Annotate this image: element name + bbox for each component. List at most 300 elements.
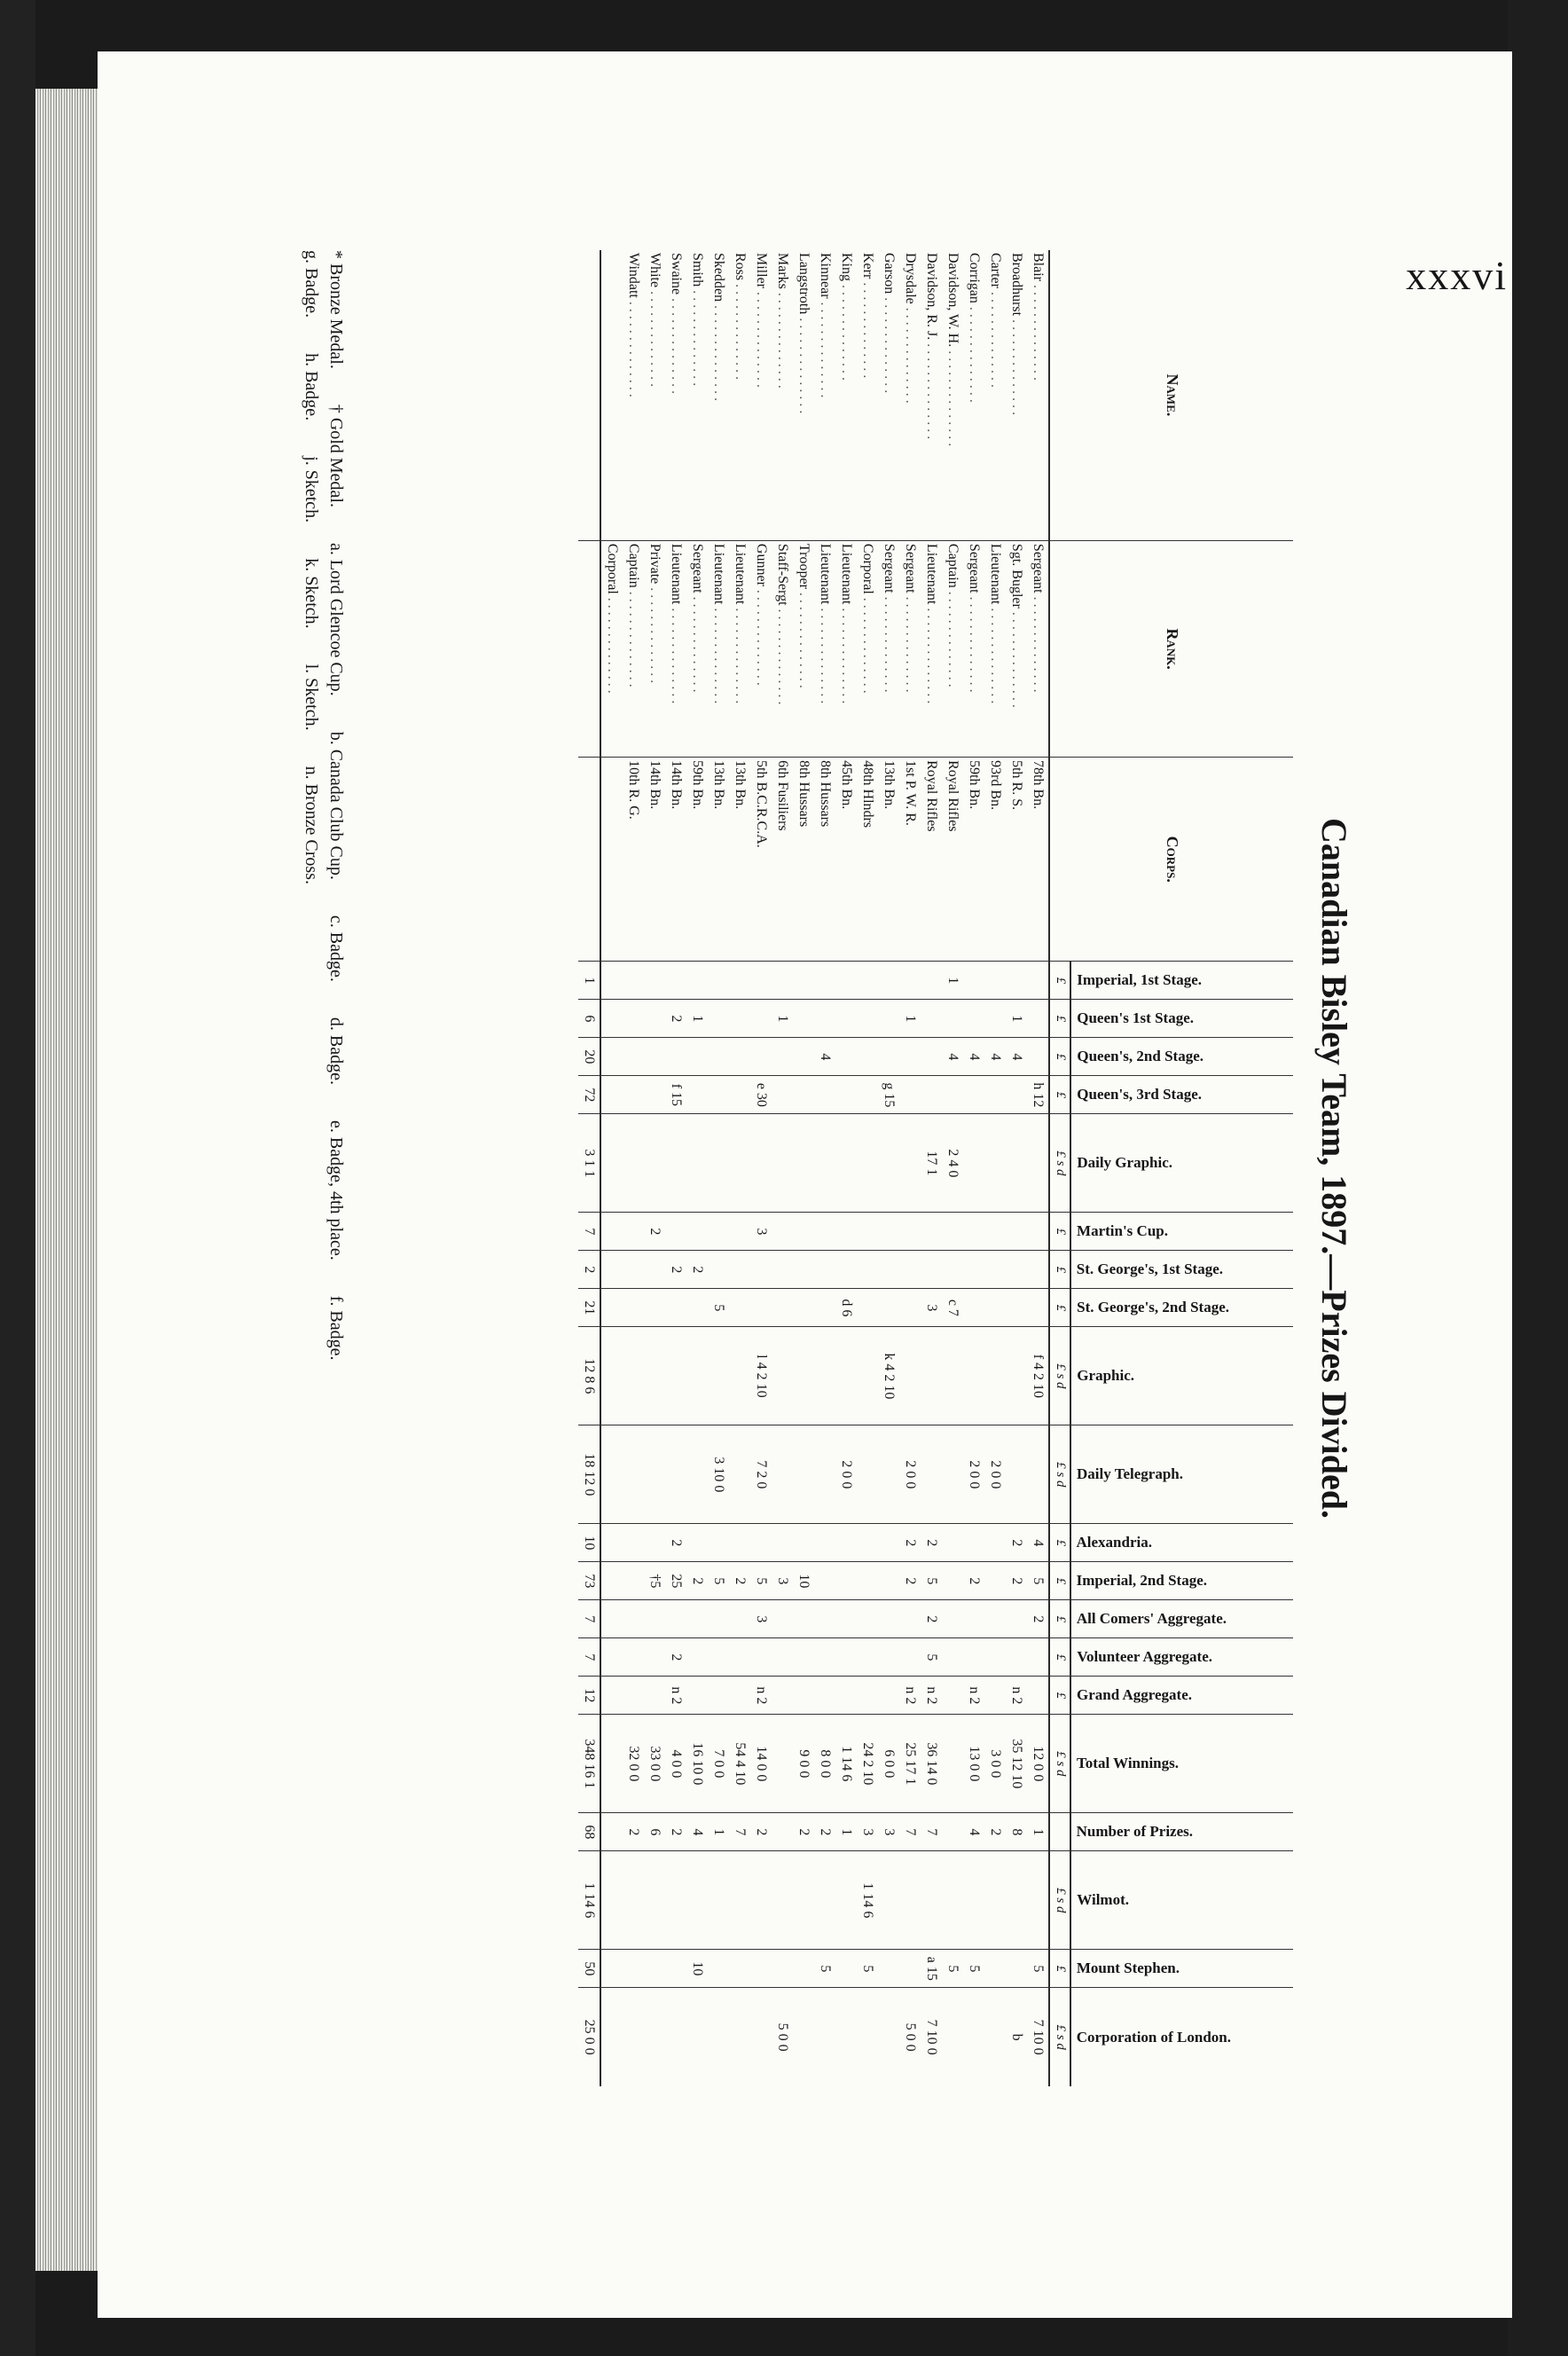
cell-value — [1006, 1251, 1027, 1289]
cell-value: 2 — [729, 1562, 750, 1600]
cell-name-text: Broadhurst . . . — [1009, 253, 1024, 415]
cell-rank-text: Sergeant . . . — [882, 544, 897, 693]
cell-value — [963, 1327, 984, 1425]
cell-value: 36 14 0 — [921, 1715, 942, 1813]
cell-value — [644, 1600, 665, 1638]
cell-value — [942, 1425, 963, 1524]
cell-rank-text: Trooper . . . — [796, 544, 811, 688]
cell-value — [857, 1677, 878, 1715]
column-unit: £ — [1049, 1524, 1070, 1562]
cell-value: 10 — [793, 1562, 814, 1600]
cell-value — [878, 1677, 899, 1715]
cell-value — [1006, 1114, 1027, 1213]
cell-rank-text: Sgt. Bugler . . . — [1009, 544, 1024, 708]
column-unit: £ — [1049, 1000, 1070, 1038]
cell-name — [857, 250, 878, 540]
cell-value — [793, 1251, 814, 1289]
header-corps: Corps. — [1049, 758, 1293, 962]
book-right-shadow — [1508, 0, 1568, 2356]
cell-value: 5 0 0 — [772, 1988, 793, 2086]
cell-value: 1 — [686, 1000, 708, 1038]
total-value: 12 — [578, 1677, 600, 1715]
cell-value: 13 0 0 — [963, 1715, 984, 1813]
cell-value — [984, 1213, 1006, 1251]
page-edges — [35, 89, 105, 2271]
cell-value — [644, 1251, 665, 1289]
column-unit: £ — [1049, 1600, 1070, 1638]
footnote: j. Sketch. — [302, 456, 321, 523]
cell-value — [793, 1988, 814, 2086]
total-value: 7 — [578, 1213, 600, 1251]
cell-rank-text: Lieutenant . . . — [839, 544, 854, 703]
cell-value: 3 — [878, 1813, 899, 1851]
cell-value — [984, 962, 1006, 1000]
column-unit: £ s d — [1049, 1425, 1070, 1524]
page-number: xxxvi — [1406, 253, 1508, 298]
cell-value: 3 — [857, 1813, 878, 1851]
cell-value: f 4 2 10 — [1027, 1327, 1049, 1425]
cell-value — [899, 1213, 921, 1251]
cell-name-text: Swaine . . . — [669, 253, 684, 394]
cell-value — [984, 1114, 1006, 1213]
cell-value: 1 — [1027, 1813, 1049, 1851]
table-row — [835, 250, 857, 2086]
cell-name-text: Kinnear . . . — [818, 253, 833, 398]
cell-rank-text: Private . . . — [647, 544, 662, 683]
footnote: a. Lord Glencoe Cup. — [326, 542, 346, 696]
cell-value: 2 — [665, 1524, 686, 1562]
cell-value — [665, 1425, 686, 1524]
cell-value — [623, 1638, 644, 1677]
cell-value — [921, 962, 942, 1000]
cell-rank-text: Corporal . . . — [605, 544, 620, 694]
cell-value — [793, 1851, 814, 1950]
cell-rank — [878, 540, 899, 757]
footnote: d. Badge. — [326, 1017, 346, 1085]
cell-value: 5 — [857, 1950, 878, 1988]
header-rank: Rank. — [1049, 540, 1293, 757]
totals-row — [578, 250, 600, 2086]
column-header — [1070, 1524, 1293, 1562]
cell-value — [686, 962, 708, 1000]
cell-name — [644, 250, 665, 540]
cell-value — [772, 1638, 793, 1677]
cell-value — [1027, 1638, 1049, 1677]
totals-blank — [578, 758, 600, 962]
cell-value: 2 — [899, 1562, 921, 1600]
cell-value: 2 — [686, 1562, 708, 1600]
cell-value — [1006, 1425, 1027, 1524]
table-row — [708, 250, 729, 2086]
cell-value — [708, 1038, 729, 1076]
total-value: 20 — [578, 1038, 600, 1076]
cell-value — [814, 1114, 835, 1213]
cell-value — [600, 1289, 623, 1327]
table-row — [963, 250, 984, 2086]
cell-value — [600, 1114, 623, 1213]
footnote: l. Sketch. — [302, 664, 321, 731]
cell-value: 1 14 6 — [835, 1715, 857, 1813]
cell-value — [984, 1327, 1006, 1425]
cell-value — [963, 1114, 984, 1213]
cell-name-text: Windatt . . . — [626, 253, 641, 397]
cell-corps: 10th R. G. — [623, 758, 644, 962]
cell-value — [835, 1114, 857, 1213]
cell-corps — [600, 758, 623, 962]
cell-value: 1 14 6 — [857, 1851, 878, 1950]
column-unit: £ s d — [1049, 1715, 1070, 1813]
cell-name — [963, 250, 984, 540]
cell-value — [1006, 1076, 1027, 1114]
cell-value — [984, 1638, 1006, 1677]
cell-value: 24 2 10 — [857, 1715, 878, 1813]
cell-rank — [984, 540, 1006, 757]
cell-value: 2 — [623, 1813, 644, 1851]
footnotes-line-1 — [325, 250, 346, 2086]
cell-value — [984, 1600, 1006, 1638]
cell-value: 6 — [644, 1813, 665, 1851]
cell-value: 7 — [921, 1813, 942, 1851]
cell-value: n 2 — [1006, 1677, 1027, 1715]
cell-rank-text: Lieutenant . . . — [988, 544, 1003, 703]
cell-value: n 2 — [665, 1677, 686, 1715]
cell-value: 2 — [665, 1638, 686, 1677]
cell-value — [857, 1638, 878, 1677]
cell-value — [665, 1950, 686, 1988]
cell-value: 2 4 0 — [942, 1114, 963, 1213]
cell-value — [899, 1289, 921, 1327]
cell-value: 12 0 0 — [1027, 1715, 1049, 1813]
cell-value — [665, 1988, 686, 2086]
cell-value — [708, 1600, 729, 1638]
cell-value — [857, 1524, 878, 1562]
cell-name — [1006, 250, 1027, 540]
cell-value — [942, 1677, 963, 1715]
cell-value — [878, 1950, 899, 1988]
column-header — [1070, 1562, 1293, 1600]
cell-value — [708, 1327, 729, 1425]
cell-value — [878, 1038, 899, 1076]
column-header — [1070, 1715, 1293, 1813]
prizes-table — [578, 250, 1293, 2086]
column-header-label: Queen's, 3rd Stage. — [1077, 1086, 1202, 1103]
cell-rank — [772, 540, 793, 757]
cell-value: 2 — [750, 1813, 772, 1851]
cell-value — [835, 1251, 857, 1289]
cell-value: 4 — [686, 1813, 708, 1851]
cell-value — [729, 1038, 750, 1076]
column-header — [1070, 1289, 1293, 1327]
cell-value — [600, 1562, 623, 1600]
cell-value — [878, 1000, 899, 1038]
cell-value: 2 0 0 — [984, 1425, 1006, 1524]
cell-value: 16 10 0 — [686, 1715, 708, 1813]
cell-name-text: Corrigan . . . — [967, 253, 982, 403]
cell-value: 7 0 0 — [708, 1715, 729, 1813]
cell-value — [984, 1988, 1006, 2086]
cell-corps: 48th Hlndrs — [857, 758, 878, 962]
cell-corps: Royal Rifles — [942, 758, 963, 962]
table-row — [942, 250, 963, 2086]
cell-value — [814, 1524, 835, 1562]
cell-value — [772, 1715, 793, 1813]
cell-value — [623, 1600, 644, 1638]
cell-value: 2 — [921, 1600, 942, 1638]
cell-value: 2 — [686, 1251, 708, 1289]
cell-value: b — [1006, 1988, 1027, 2086]
cell-value — [857, 1076, 878, 1114]
cell-name — [793, 250, 814, 540]
cell-value: 14 0 0 — [750, 1715, 772, 1813]
cell-value — [793, 1638, 814, 1677]
column-header-label: Daily Graphic. — [1077, 1154, 1172, 1172]
column-header — [1070, 1076, 1293, 1114]
cell-value — [644, 1114, 665, 1213]
cell-value — [963, 1213, 984, 1251]
cell-value — [878, 1851, 899, 1950]
total-value: 18 12 0 — [578, 1425, 600, 1524]
cell-value — [623, 962, 644, 1000]
cell-value: 3 — [750, 1213, 772, 1251]
cell-rank-text: Sergeant . . . — [1031, 544, 1046, 693]
cell-value: 25 17 1 — [899, 1715, 921, 1813]
cell-value — [665, 1289, 686, 1327]
cell-value — [686, 1425, 708, 1524]
cell-value — [686, 1600, 708, 1638]
cell-value — [1027, 962, 1049, 1000]
total-value: 10 — [578, 1524, 600, 1562]
cell-value — [686, 1289, 708, 1327]
cell-rank — [686, 540, 708, 757]
cell-value: 2 — [1027, 1600, 1049, 1638]
cell-name — [1027, 250, 1049, 540]
cell-value — [1027, 1213, 1049, 1251]
cell-value — [899, 1950, 921, 1988]
cell-value: 7 10 0 — [1027, 1988, 1049, 2086]
total-value: 7 — [578, 1600, 600, 1638]
cell-rank — [644, 540, 665, 757]
cell-value — [600, 1213, 623, 1251]
cell-value — [814, 1988, 835, 2086]
cell-value: 6 0 0 — [878, 1715, 899, 1813]
footnote: h. Badge. — [302, 353, 321, 421]
cell-value — [835, 1000, 857, 1038]
cell-value — [623, 1677, 644, 1715]
cell-value — [899, 1114, 921, 1213]
cell-rank-text: Staff-Sergt . . . — [775, 544, 790, 705]
cell-value — [857, 1251, 878, 1289]
cell-value — [878, 1114, 899, 1213]
cell-value — [814, 1677, 835, 1715]
cell-value — [814, 1289, 835, 1327]
cell-value — [600, 1677, 623, 1715]
column-header-label: Queen's, 2nd Stage. — [1077, 1048, 1203, 1065]
total-value: 3 1 1 — [578, 1114, 600, 1213]
cell-value — [793, 1950, 814, 1988]
cell-rank — [921, 540, 942, 757]
column-header-label: St. George's, 2nd Stage. — [1077, 1299, 1229, 1316]
cell-value — [750, 1950, 772, 1988]
cell-value — [857, 1327, 878, 1425]
cell-name-text: Skedden . . . — [711, 253, 726, 401]
cell-value: 4 — [1027, 1524, 1049, 1562]
cell-value — [1027, 1038, 1049, 1076]
cell-value — [772, 1851, 793, 1950]
total-value: 72 — [578, 1076, 600, 1114]
cell-rank-text: Sergeant . . . — [967, 544, 982, 693]
cell-corps: 5th B.C.R.C.A. — [750, 758, 772, 962]
cell-value — [644, 1677, 665, 1715]
cell-value: 5 — [708, 1289, 729, 1327]
cell-value — [878, 1251, 899, 1289]
cell-value — [772, 1213, 793, 1251]
cell-value — [942, 1524, 963, 1562]
cell-name — [708, 250, 729, 540]
cell-value — [1006, 962, 1027, 1000]
total-value: 2 — [578, 1251, 600, 1289]
cell-rank — [814, 540, 835, 757]
total-value: 1 — [578, 962, 600, 1000]
cell-value — [984, 1677, 1006, 1715]
footnote: k. Sketch. — [302, 558, 321, 629]
cell-value: 1 — [835, 1813, 857, 1851]
column-header — [1070, 1988, 1293, 2086]
cell-value — [814, 1638, 835, 1677]
cell-value: 25 — [665, 1562, 686, 1600]
cell-value — [942, 1851, 963, 1950]
cell-value — [835, 962, 857, 1000]
cell-value: 2 0 0 — [963, 1425, 984, 1524]
column-header-label: Total Winnings. — [1077, 1755, 1179, 1772]
cell-value: 5 — [1027, 1562, 1049, 1600]
cell-name — [623, 250, 644, 540]
column-header — [1070, 1677, 1293, 1715]
cell-name-text: Kerr . . . — [860, 253, 875, 378]
cell-value — [942, 1562, 963, 1600]
cell-name-text: Smith . . . — [690, 253, 705, 386]
cell-value — [963, 1638, 984, 1677]
column-unit: £ — [1049, 1076, 1070, 1114]
cell-value: l 4 2 10 — [750, 1327, 772, 1425]
cell-value — [857, 1988, 878, 2086]
cell-value — [772, 1813, 793, 1851]
cell-value — [644, 1289, 665, 1327]
cell-value — [857, 1114, 878, 1213]
cell-corps: 5th R. S. — [1006, 758, 1027, 962]
cell-value — [963, 1000, 984, 1038]
cell-value — [793, 1524, 814, 1562]
cell-value — [814, 1425, 835, 1524]
cell-name — [814, 250, 835, 540]
cell-value — [857, 1562, 878, 1600]
cell-corps: 59th Bn. — [963, 758, 984, 962]
column-unit: £ s d — [1049, 1851, 1070, 1950]
cell-value — [600, 1988, 623, 2086]
column-header — [1070, 1038, 1293, 1076]
table-row — [665, 250, 686, 2086]
cell-value — [793, 1600, 814, 1638]
column-header — [1070, 962, 1293, 1000]
column-unit: £ — [1049, 1289, 1070, 1327]
cell-value: 5 — [921, 1562, 942, 1600]
cell-value — [1006, 1950, 1027, 1988]
cell-name-text: Davidson, R. J. . . . — [924, 253, 939, 439]
column-header — [1070, 1251, 1293, 1289]
cell-value — [644, 1038, 665, 1076]
table-row — [623, 250, 644, 2086]
cell-value: 4 — [963, 1813, 984, 1851]
cell-value: c 7 — [942, 1289, 963, 1327]
cell-value: 1 — [772, 1000, 793, 1038]
cell-value — [921, 1038, 942, 1076]
cell-value — [835, 1076, 857, 1114]
cell-rank — [623, 540, 644, 757]
cell-value: 7 2 0 — [750, 1425, 772, 1524]
cell-value — [686, 1076, 708, 1114]
cell-value — [963, 1524, 984, 1562]
cell-value — [623, 1327, 644, 1425]
cell-value — [793, 1677, 814, 1715]
cell-value — [942, 1988, 963, 2086]
cell-value — [729, 1114, 750, 1213]
cell-value — [623, 1425, 644, 1524]
column-header-label: Graphic. — [1077, 1367, 1134, 1385]
cell-corps: 8th Hussars — [814, 758, 835, 962]
cell-value — [686, 1327, 708, 1425]
column-header-label: St. George's, 1st Stage. — [1077, 1260, 1224, 1278]
cell-value: 2 0 0 — [835, 1425, 857, 1524]
cell-value — [729, 1000, 750, 1038]
cell-value — [1027, 1851, 1049, 1950]
cell-name — [984, 250, 1006, 540]
cell-value — [623, 1524, 644, 1562]
cell-value — [729, 1638, 750, 1677]
cell-rank-text: Sergeant . . . — [690, 544, 705, 693]
cell-value — [878, 1600, 899, 1638]
cell-value — [835, 1851, 857, 1950]
cell-value — [772, 1524, 793, 1562]
cell-value — [814, 1562, 835, 1600]
cell-value — [772, 1425, 793, 1524]
total-value: 25 0 0 — [578, 1988, 600, 2086]
column-header — [1070, 1425, 1293, 1524]
cell-name-text: King . . . — [839, 253, 854, 381]
cell-rank — [793, 540, 814, 757]
cell-value — [899, 1076, 921, 1114]
cell-value: 3 10 0 — [708, 1425, 729, 1524]
cell-rank — [750, 540, 772, 757]
cell-value — [942, 1715, 963, 1813]
cell-rank — [963, 540, 984, 757]
column-unit: £ s d — [1049, 1114, 1070, 1213]
cell-value — [665, 1213, 686, 1251]
cell-value — [963, 1600, 984, 1638]
cell-value — [708, 1213, 729, 1251]
cell-name — [750, 250, 772, 540]
column-header-label: Wilmot. — [1077, 1891, 1129, 1909]
cell-value — [772, 962, 793, 1000]
cell-value — [729, 1677, 750, 1715]
footnote: f. Badge. — [326, 1295, 346, 1361]
cell-value — [857, 1000, 878, 1038]
cell-value: 4 — [942, 1038, 963, 1076]
cell-value — [729, 962, 750, 1000]
cell-value — [921, 1076, 942, 1114]
cell-value — [772, 1076, 793, 1114]
cell-value: 5 — [1027, 1950, 1049, 1988]
cell-corps: 14th Bn. — [644, 758, 665, 962]
cell-value: 54 4 10 — [729, 1715, 750, 1813]
